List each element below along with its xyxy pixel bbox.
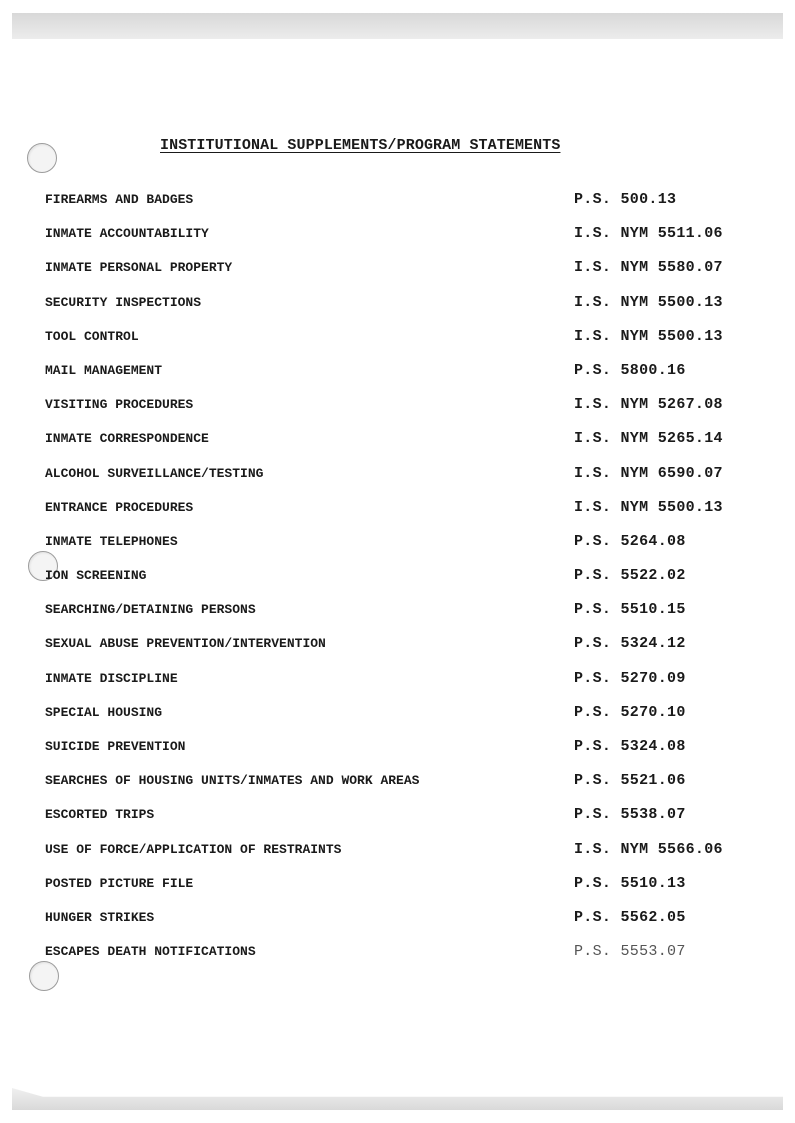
document-title: ESCAPES DEATH NOTIFICATIONS — [45, 944, 256, 960]
list-item — [45, 908, 745, 942]
document-list — [45, 190, 745, 976]
scan-edge-top — [12, 13, 783, 39]
document-title: SECURITY INSPECTIONS — [45, 294, 202, 310]
document-reference: P.S. 5324.12 — [574, 635, 686, 653]
document-reference: P.S. 5800.16 — [574, 361, 686, 379]
list-item — [45, 190, 745, 224]
document-reference: I.S. NYM 5265.14 — [574, 430, 723, 448]
document-reference: P.S. 5562.05 — [574, 908, 686, 926]
document-title: HUNGER STRIKES — [45, 909, 155, 925]
document-reference: P.S. 5510.15 — [574, 601, 686, 619]
document-title: MAIL MANAGEMENT — [45, 362, 163, 378]
document-reference: P.S. 5324.08 — [574, 738, 686, 755]
document-reference: I.S. NYM 5566.06 — [574, 840, 723, 858]
document-title: VISITING PROCEDURES — [45, 397, 194, 413]
document-title: INMATE CORRESPONDENCE — [45, 431, 209, 447]
document-reference: I.S. NYM 5500.13 — [574, 293, 723, 311]
list-item — [45, 293, 745, 327]
document-title: INMATE PERSONAL PROPERTY — [45, 260, 233, 276]
document-title: ESCORTED TRIPS — [45, 807, 155, 823]
document-title: TOOL CONTROL — [45, 328, 139, 344]
document-reference: I.S. NYM 5500.13 — [574, 498, 723, 516]
document-reference: P.S. 5521.06 — [574, 772, 686, 790]
list-item — [45, 224, 745, 258]
document-title: SEARCHES OF HOUSING UNITS/INMATES AND WORK AREAS — [45, 773, 420, 789]
document-title: INMATE ACCOUNTABILITY — [45, 226, 209, 242]
document-title: ALCOHOL SURVEILLANCE/TESTING — [45, 465, 264, 481]
list-item — [45, 600, 745, 634]
list-item — [45, 634, 745, 668]
list-item — [45, 771, 745, 805]
list-item — [45, 532, 745, 566]
document-title: FIREARMS AND BADGES — [45, 192, 194, 207]
punch-hole — [27, 143, 57, 173]
document-reference: P.S. 500.13 — [574, 191, 677, 208]
document-title: ENTRANCE PROCEDURES — [45, 499, 194, 515]
document-title: SUICIDE PREVENTION — [45, 739, 186, 754]
document-reference: P.S. 5510.13 — [574, 874, 686, 892]
list-item — [45, 327, 745, 361]
document-title: POSTED PICTURE FILE — [45, 875, 194, 891]
document-title: USE OF FORCE/APPLICATION OF RESTRAINTS — [45, 841, 342, 857]
document-reference: P.S. 5264.08 — [574, 532, 686, 550]
document-title: SPECIAL HOUSING — [45, 704, 163, 720]
list-item — [45, 395, 745, 429]
list-item — [45, 566, 745, 600]
document-reference: P.S. 5270.09 — [574, 669, 686, 687]
list-item — [45, 429, 745, 463]
list-item — [45, 737, 745, 771]
document-reference: I.S. NYM 5500.13 — [574, 327, 723, 345]
document-title: INMATE DISCIPLINE — [45, 670, 178, 686]
document-reference: P.S. 5538.07 — [574, 806, 686, 824]
document-reference: I.S. NYM 5267.08 — [574, 396, 723, 414]
scan-edge-bottom — [12, 1088, 783, 1110]
document-title: SEARCHING/DETAINING PERSONS — [45, 602, 256, 618]
page-title: INSTITUTIONAL SUPPLEMENTS/PROGRAM STATEMENTS — [160, 137, 561, 154]
list-item — [45, 361, 745, 395]
list-item — [45, 498, 745, 532]
list-item — [45, 942, 745, 976]
document-reference: P.S. 5522.02 — [574, 567, 686, 585]
document-title: INMATE TELEPHONES — [45, 533, 178, 549]
document-title: ION SCREENING — [45, 568, 147, 584]
list-item — [45, 464, 745, 498]
document-reference: P.S. 5270.10 — [574, 703, 686, 721]
list-item — [45, 669, 745, 703]
list-item — [45, 840, 745, 874]
list-item — [45, 703, 745, 737]
list-item — [45, 805, 745, 839]
document-reference: P.S. 5553.07 — [574, 943, 686, 961]
document-reference: I.S. NYM 5580.07 — [574, 259, 723, 277]
list-item — [45, 874, 745, 908]
document-title: SEXUAL ABUSE PREVENTION/INTERVENTION — [45, 636, 326, 652]
document-reference: I.S. NYM 5511.06 — [574, 225, 723, 243]
document-reference: I.S. NYM 6590.07 — [574, 464, 723, 482]
list-item — [45, 258, 745, 292]
